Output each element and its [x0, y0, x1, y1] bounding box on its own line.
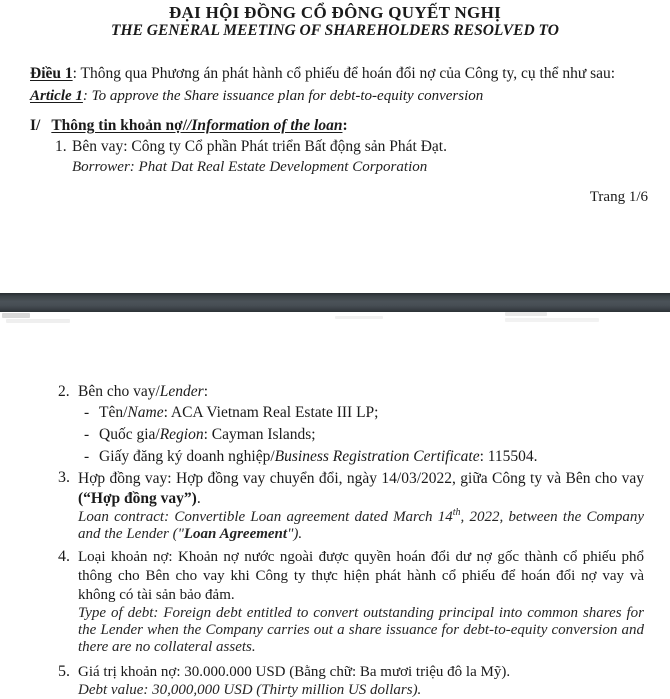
- lender-colon: :: [203, 383, 209, 400]
- page-break-bar: [0, 293, 670, 312]
- section-title-en: /Information of the loan: [187, 117, 343, 134]
- loan-contract-body: [78, 469, 644, 543]
- item-number: 4.: [58, 548, 70, 565]
- document-page-1: [0, 0, 670, 293]
- debt-type-body: [78, 548, 644, 656]
- scan-artifact: [335, 316, 383, 319]
- meeting-title-vi: ĐẠI HỘI ĐỒNG CỔ ĐÔNG QUYẾT NGHỊ: [168, 3, 502, 22]
- label-en: Name: [127, 404, 164, 421]
- scan-artifact: [505, 318, 599, 322]
- article-1-line-vi: [30, 63, 646, 85]
- loan-contract-text-en: [78, 509, 644, 543]
- dash-bullet: -: [84, 426, 90, 443]
- lender-region-text: [99, 424, 316, 446]
- debt-type-text-en: Type of debt: Foreign debt entitled to convert outstanding principal into common shares for the Lender when the Company carries out a share issuance for debt-to-equity conversion and there are no collateral assets.: [78, 605, 644, 655]
- label-en: Business Registration Certificate: [274, 448, 480, 465]
- scan-artifact: [2, 313, 30, 318]
- debt-value-text-vi: Giá trị khoản nợ: 30.000.000 USD (Bằng chữ: Ba mươi triệu đô la Mỹ).: [78, 664, 511, 680]
- text-vi: Hợp đồng vay: Hợp đồng vay chuyển đổi, ngày 14/03/2022, giữa Công ty và Bên cho vay: [78, 470, 644, 487]
- label-vi: Quốc gia/: [99, 426, 160, 443]
- debt-type-row: [58, 548, 644, 656]
- lender-name-text: [99, 402, 378, 424]
- lender-registration-text: [99, 446, 538, 468]
- debt-value-body: [78, 663, 644, 699]
- item-number: 1.: [55, 138, 67, 155]
- article-1-label-vi: Điều 1: [30, 65, 73, 82]
- page-number-label: Trang 1/6: [589, 189, 648, 205]
- debt-type-text-vi: Loại khoản nợ: Khoản nợ nước ngoài được quyền hoán đổi dư nợ gốc thành cổ phiếu phổ thông cho Bên cho vay khi Công ty thực hiện phát hành cổ phiếu để hoán đổi nợ vay và không có tài sản bảo đảm.: [78, 549, 644, 603]
- borrower-text-en: Borrower: Phat Dat Real Estate Development Corporation: [72, 159, 428, 175]
- text-en-end: ").: [287, 526, 303, 542]
- item-number: 5.: [58, 663, 70, 680]
- lender-heading-row: [58, 381, 644, 402]
- article-1-label-en: Article 1: [30, 88, 83, 104]
- lender-name-row: [84, 402, 644, 424]
- value: : Cayman Islands;: [203, 426, 316, 443]
- loan-contract-row: [58, 469, 644, 543]
- scan-artifact: [505, 312, 547, 316]
- item-number: 2.: [58, 383, 70, 400]
- item-number: 3.: [58, 469, 70, 486]
- value: : ACA Vietnam Real Estate III LP;: [163, 404, 379, 421]
- label-en: Region: [159, 426, 204, 443]
- borrower-text-vi: Bên vay: Công ty Cổ phần Phát triển Bất động sản Phát Đạt.: [72, 138, 447, 155]
- document-page-2: [0, 312, 670, 698]
- ordinal-suffix: th: [452, 507, 461, 518]
- defined-term-vi: (“Hợp đồng vay”): [78, 490, 197, 507]
- meeting-title-en: THE GENERAL MEETING OF SHAREHOLDERS RESOLVED TO: [111, 22, 559, 39]
- debt-value-text-en: Debt value: 30,000,000 USD (Thirty million US dollars).: [78, 682, 422, 698]
- loan-contract-text-vi: [78, 469, 644, 509]
- lender-label-vi: Bên cho vay/: [78, 383, 160, 400]
- lender-registration-row: [84, 446, 644, 468]
- label-vi: Tên/: [99, 404, 128, 421]
- lender-heading: [78, 381, 644, 402]
- text-en: Loan contract: Convertible Loan agreement dated March 14: [78, 509, 453, 525]
- label-vi: Giấy đăng ký doanh nghiệp/: [99, 448, 275, 465]
- defined-term-en: Loan Agreement: [183, 526, 288, 542]
- borrower-row: [55, 136, 646, 157]
- lender-region-row: [84, 424, 644, 446]
- section-i-heading: [30, 115, 646, 136]
- period: .: [196, 490, 201, 507]
- section-colon: :: [342, 117, 348, 134]
- article-1-line-en: [30, 86, 646, 106]
- scan-artifact: [6, 319, 70, 323]
- debt-value-row: [58, 663, 644, 699]
- article-1-text-en: : To approve the Share issuance plan for debt-to-equity conversion: [82, 88, 484, 104]
- section-number: I/: [30, 117, 41, 134]
- lender-label-en: Lender: [159, 383, 204, 400]
- text-en-mid: , 2022, between the Company and the Lender (": [78, 509, 644, 542]
- dash-bullet: -: [84, 448, 90, 465]
- article-1-text-vi: : Thông qua Phương án phát hành cổ phiếu để hoán đổi nợ của Công ty, cụ thể như sau:: [72, 65, 616, 82]
- value: : 115504.: [479, 448, 538, 465]
- section-title-vi: Thông tin khoản nợ/: [51, 117, 188, 134]
- dash-bullet: -: [84, 404, 90, 421]
